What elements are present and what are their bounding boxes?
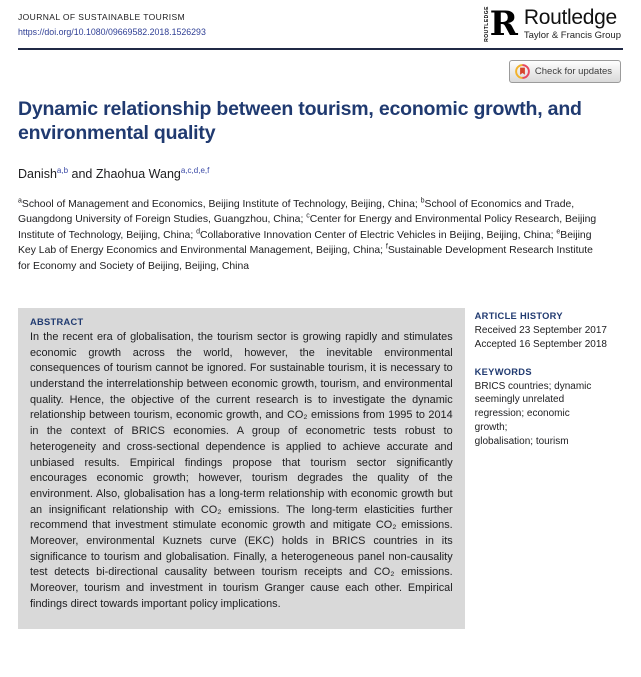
routledge-logo xyxy=(483,3,621,44)
header-divider xyxy=(18,48,623,50)
journal-block xyxy=(18,8,206,40)
article-meta-sidebar xyxy=(475,308,623,449)
routledge-r-icon: R xyxy=(489,3,518,44)
affiliation-text: Center for Energy and Environmental Policy Research, Beijing Institute of Technology, Beijing, China; xyxy=(18,214,597,241)
affiliation-text: School of Management and Economics, Beijing Institute of Technology, Beijing, China; xyxy=(21,198,421,210)
article-history-block xyxy=(475,311,623,352)
author-name: Zhaohua Wang xyxy=(95,166,181,181)
affiliation-marker: d xyxy=(196,228,201,236)
check-updates-row xyxy=(18,60,623,83)
author-byline xyxy=(18,167,623,181)
keywords-block xyxy=(475,367,623,449)
received-date: Received 23 September 2017 xyxy=(474,324,607,336)
affiliation-text: Beijing Key Lab of Energy Economics and Environmental Management, Beijing, China; xyxy=(18,229,592,257)
affiliation-marker: a xyxy=(18,197,22,205)
affiliations xyxy=(18,197,606,274)
author-affiliation-sup: a,b xyxy=(56,165,69,175)
journal-name: JOURNAL OF SUSTAINABLE TOURISM xyxy=(18,12,186,22)
page-header xyxy=(18,3,623,44)
affiliation-marker: f xyxy=(385,243,388,251)
abstract-text: In the recent era of globalisation, the tourism sector is growing rapidly and stimulates economic growth across the world, however, the inevitable environmental consequences of tourism cannot be ignored. For sustainable tourism, it is necessary to understand the interrelationship between economic growth, tourism, and environmental quality. Hence, the objective of the current research is to investigate the dynamic relationship between tourism, economic growth, and CO₂ emissions from 1995 to 2014 in the context of BRICS economies. A group of econometric tests robust to heterogeneity and cross-sectional dependence is applied to achieve accurate and unbiased results. Empirical findings propose that tourism sector significantly encourages economic growth; however, tourism degrades the quality of the environment. Also, globalisation has a long-term relationship with economic growth but an insignificant relationship with CO₂ emissions. The long-term elasticities further recommend that investment stimulate economic growth and mitigate CO₂ emissions. Moreover, environmental Kuznets curve (EKC) holds in BRICS countries in its significance to tourism and globalisation. Finally, a heterogeneous panel non-causality test detects bi-directional causality between tourism receipts and CO₂ emissions. Moreover, tourism and investment in tourism Granger cause each other. Empirical findings direct towards important policy implications. xyxy=(30,330,453,610)
abstract-heading: ABSTRACT xyxy=(30,316,84,327)
keyword-line: growth; xyxy=(474,421,508,433)
keyword-line: seemingly unrelated xyxy=(474,394,565,406)
affiliation-marker: b xyxy=(420,197,425,205)
author-name: Danish xyxy=(18,166,57,181)
routledge-logo-text xyxy=(524,7,621,41)
affiliation-marker: c xyxy=(306,212,310,220)
keywords-heading: KEYWORDS xyxy=(474,366,532,377)
crossmark-icon xyxy=(515,64,530,79)
keyword-line: BRICS countries; dynamic xyxy=(474,380,592,392)
affiliation-text: Sustainable Development Research Institute for Economy and Society of Beijing, Beijing, China xyxy=(18,245,593,272)
keyword-line: regression; economic xyxy=(474,408,570,420)
author-affiliation-sup: a,c,d,e,f xyxy=(180,165,210,175)
doi-link[interactable]: https://doi.org/10.1080/09669582.2018.1526293 xyxy=(18,27,206,37)
author-connector: and xyxy=(68,166,96,181)
article-history-heading: ARTICLE HISTORY xyxy=(474,310,563,321)
keyword-line: globalisation; tourism xyxy=(474,435,569,447)
affiliation-text: Collaborative Innovation Center of Electric Vehicles in Beijing, Beijing, China; xyxy=(200,229,557,241)
abstract-box xyxy=(18,308,465,629)
publisher-name: Routledge xyxy=(523,5,617,29)
abstract-section xyxy=(18,308,623,629)
article-title: Dynamic relationship between tourism, economic growth, and environmental quality xyxy=(18,97,582,144)
accepted-date: Accepted 16 September 2018 xyxy=(474,338,607,350)
publisher-tagline: Taylor & Francis Group xyxy=(523,29,621,41)
routledge-logo-mark xyxy=(483,3,518,44)
affiliation-text: School of Economics and Trade, Guangdong University of Foreign Studies, Guangzhou, China; xyxy=(18,198,575,226)
check-for-updates-button[interactable] xyxy=(509,60,621,83)
check-for-updates-label: Check for updates xyxy=(534,65,612,77)
affiliation-marker: e xyxy=(556,228,561,236)
routledge-vertical-text: ROUTLEDGE xyxy=(483,6,490,42)
